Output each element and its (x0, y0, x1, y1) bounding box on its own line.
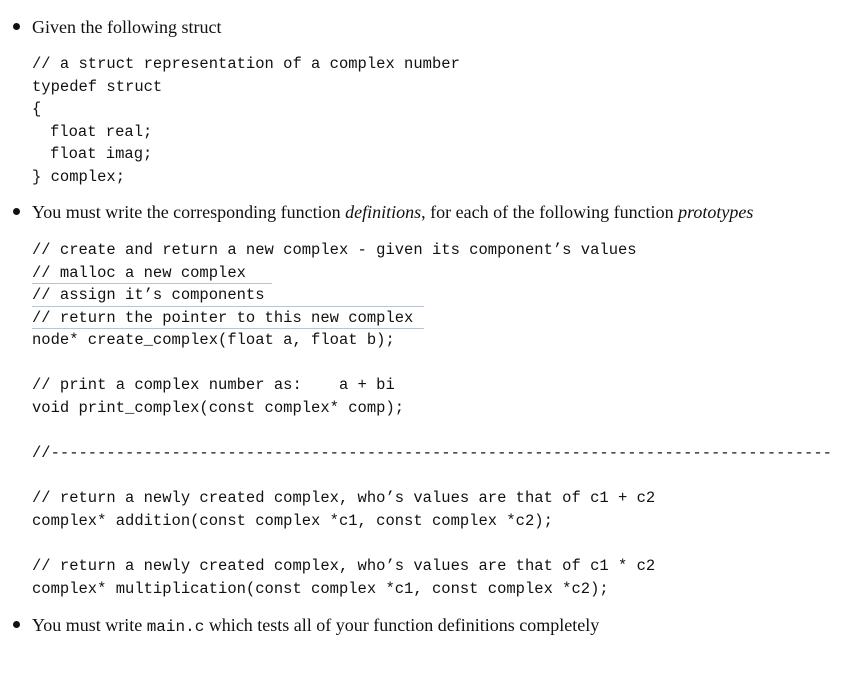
bullet-text: Given the following struct (32, 17, 222, 37)
code-line: // create and return a new complex - given its component’s values (32, 241, 637, 259)
emphasis-prototypes: prototypes (678, 202, 754, 222)
code-line: node* create_complex(float a, float b); (32, 331, 395, 349)
code-line: // a struct representation of a complex number (32, 55, 460, 73)
code-separator: //------------------------------------------------------------------------------------ (32, 444, 832, 462)
bullet-write-definitions (8, 201, 753, 223)
inline-code-filename: main.c (146, 618, 205, 636)
bullet-dot-icon (13, 621, 20, 628)
code-line: // return a newly created complex, who’s values are that of c1 + c2 (32, 489, 656, 507)
code-line: float real; (50, 123, 153, 141)
bullet-text: , for each of the following function (421, 202, 679, 222)
bullet-text: You must write (32, 615, 147, 635)
bullet-write-main (8, 614, 599, 638)
code-line: // return the pointer to this new complex (32, 309, 414, 327)
code-line: // print a complex number as: a + bi (32, 376, 395, 394)
code-line: complex* addition(const complex *c1, const complex *c2); (32, 512, 553, 530)
emphasis-definitions: definitions (345, 202, 422, 222)
bullet-text: which tests all of your function definitions completely (204, 615, 600, 635)
bullet-dot-icon (13, 208, 20, 215)
code-line: // assign it’s components (32, 286, 265, 304)
code-line: // return a newly created complex, who’s values are that of c1 * c2 (32, 557, 656, 575)
code-line: } complex; (32, 168, 126, 186)
code-line: complex* multiplication(const complex *c1, const complex *c2); (32, 580, 609, 598)
code-line: void print_complex(const complex* comp); (32, 399, 405, 417)
code-line: typedef struct (32, 78, 163, 96)
bullet-dot-icon (13, 23, 20, 30)
code-line: float imag; (50, 145, 153, 163)
code-line: // malloc a new complex (32, 264, 246, 282)
bullet-given-struct (8, 16, 221, 38)
code-line: { (32, 100, 42, 118)
bullet-text: You must write the corresponding function (32, 202, 346, 222)
